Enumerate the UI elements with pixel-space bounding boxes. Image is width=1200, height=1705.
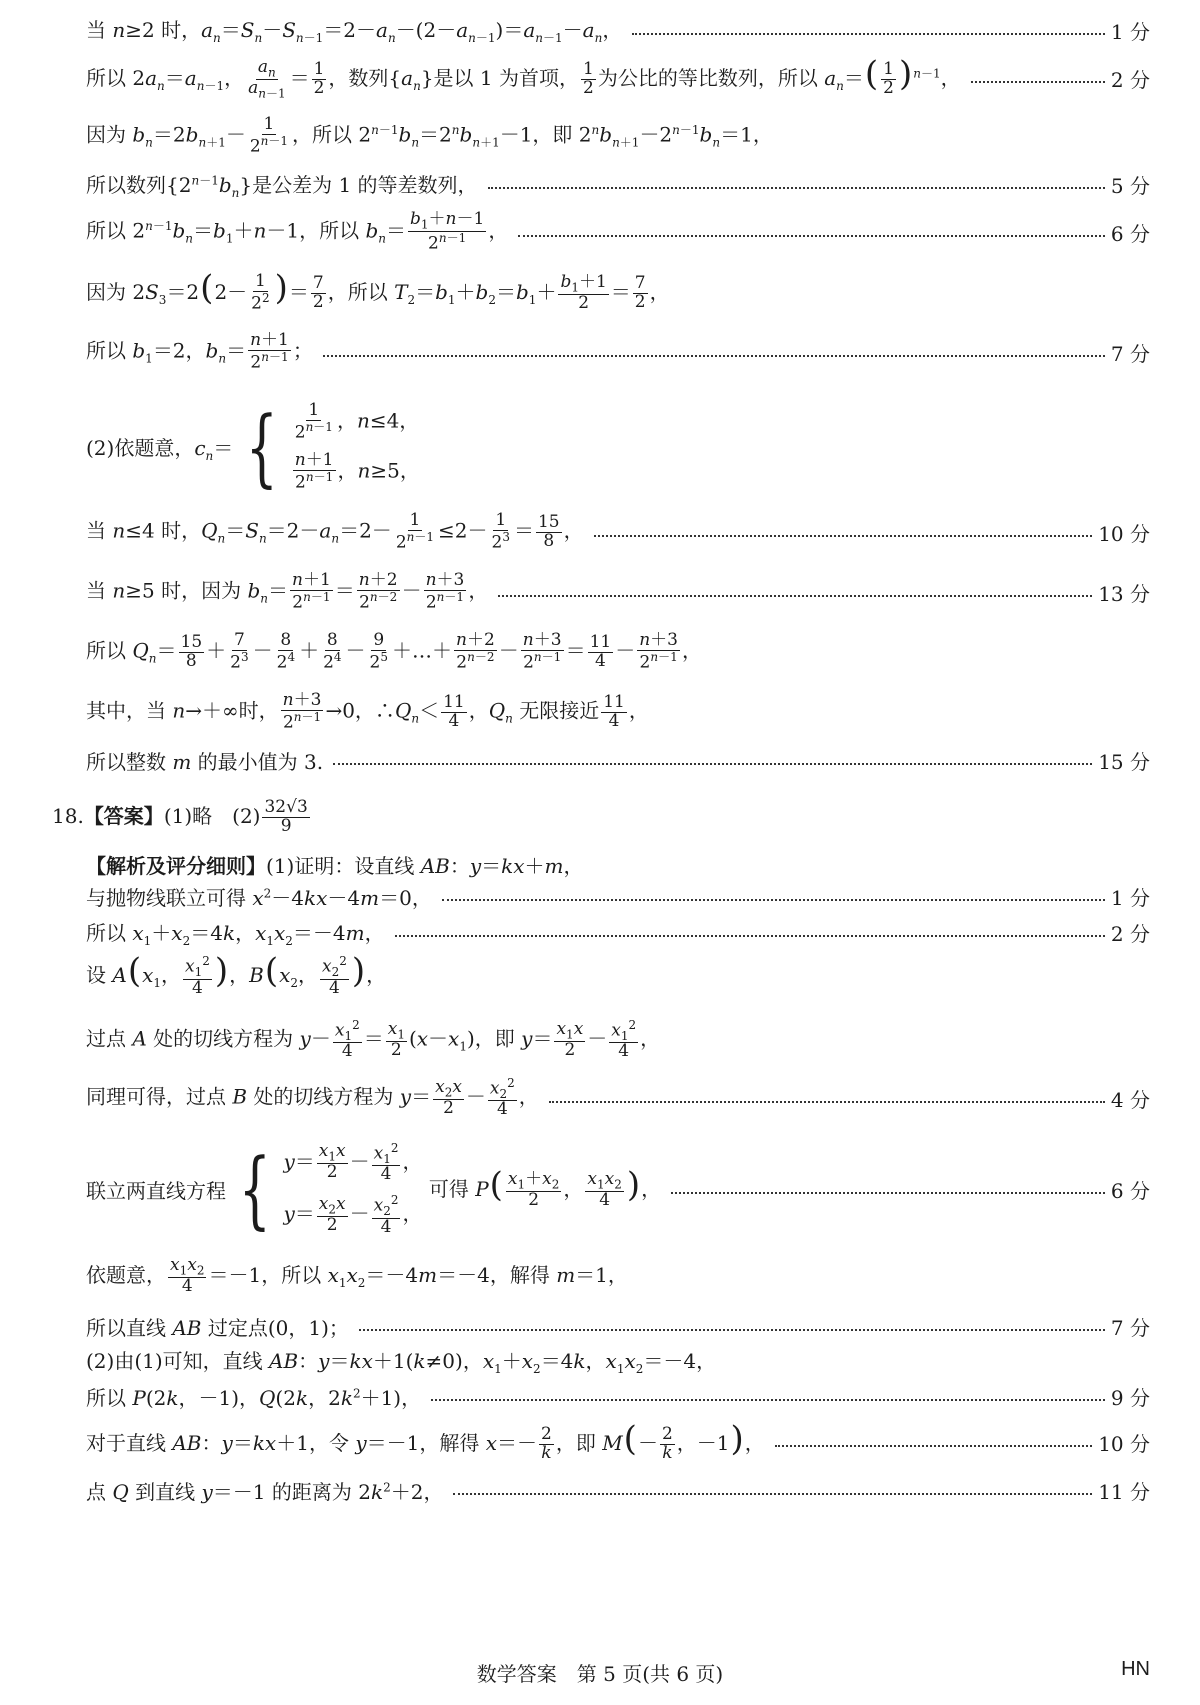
score: 10 分 <box>1098 521 1150 546</box>
line-text: 所以直线 AB 过定点(0，1)； <box>86 1315 349 1340</box>
cases-block <box>233 398 420 496</box>
line-text: 同理可得，过点 B 处的切线方程为 y＝ $\frac{x_2x}{2}$ － $\frac{x_2^2}{4}$ ， <box>86 1075 539 1120</box>
dot-leader <box>971 81 1105 83</box>
line-text: 设 $A(x_1$， $\frac{x_1^2}{4}$ )，$B(x_2$， $\frac{x_2^2}{4}$ )， <box>86 951 387 999</box>
line-9 <box>86 509 1150 553</box>
case-2: $\frac{n+1}{2^{n-1}}$ ，n≥5， <box>294 450 420 493</box>
dot-leader <box>632 33 1105 35</box>
footer-page-info: 数学答案 第 5 页(共 6 页) <box>476 1662 724 1686</box>
dot-leader <box>488 187 1105 189</box>
line-4 <box>86 164 1150 204</box>
q18-answer <box>52 792 1150 842</box>
line-text: 所以数列$\{2^{n-1}b_n\}$是公差为 1 的等差数列， <box>86 172 478 200</box>
line-1 <box>86 10 1150 50</box>
score: 2 分 <box>1110 67 1150 92</box>
tangent-case-1: y＝ $\frac{x_1x}{2}$ － $\frac{x_1^2}{4}$ ， <box>283 1140 423 1185</box>
score: 1 分 <box>1110 19 1150 44</box>
line-5 <box>86 208 1150 254</box>
line-2 <box>86 53 1150 100</box>
line-17 <box>86 912 1150 952</box>
line-text: 所以 $Q_n=$ $\frac{15}{8}$ ＋ $\frac{7}{2^3}$ － $\frac{8}{2^4}$ ＋ $\frac{8}{2^4}$ － $\frac{9}{2^5}$ ＋…＋ $\frac{n+2}{2^{n-2}}$ － $\frac{n+3}{2^{n-1}}$ ＝ $\frac{11}{4}$ － $\frac{n+3}{2^{n-1}}$ ， <box>86 629 702 673</box>
line-8 <box>86 392 1150 502</box>
score: 13 分 <box>1098 581 1150 606</box>
score: 7 分 <box>1110 1315 1150 1340</box>
dot-leader <box>333 763 1092 765</box>
line-text: 当 n≥5 时，因为 $b_n=$ $\frac{n+1}{2^{n-1}}$ ＝ $\frac{n+2}{2^{n-2}}$ － $\frac{n+3}{2^{n-1}}$ ， <box>86 569 489 613</box>
dot-leader <box>323 355 1105 357</box>
dot-leader <box>775 1445 1092 1447</box>
line-text: 当 n≤4 时，$Q_n=S_n=2-a_n=2-$ $\frac{1}{2^{n-1}}$ ≤2－ $\frac{1}{2^3}$ ＝ $\frac{15}{8}$ ， <box>86 509 584 553</box>
line-13 <box>86 740 1150 780</box>
line-26 <box>86 1418 1150 1463</box>
dot-leader <box>549 1101 1105 1103</box>
line-12 <box>86 689 1150 733</box>
dot-leader <box>453 1493 1092 1495</box>
line-7 <box>86 329 1150 373</box>
tangent-result: 可得 P( $\frac{x_1+x_2}{2}$ ， $\frac{x_1x_2}{4}$ )， <box>422 1165 662 1211</box>
line-text: 因为 $2S_3=2(2-$ $\frac{1}{2^2}$ )＝ $\frac{7}{2}$ ，所以 $T_2=b_1+b_2=b_1+$ $\frac{b_1+1}{2}$ ＝ $\frac{7}{2}$ ， <box>86 267 670 314</box>
score: 15 分 <box>1098 749 1150 774</box>
line-22 <box>86 1256 1150 1296</box>
line-text: 与抛物线联立可得 $x^2-4kx-4m=0$， <box>86 885 432 910</box>
line-text: 点 Q 到直线 y＝－1 的距离为 $2k^2+2$， <box>86 1479 444 1504</box>
line-text: 因为 $b_n=2b_{n+1}-$ $\frac{1}{2^{n-1}}$ ，所以 $2^{n-1}b_n=2^nb_{n+1}-1$，即 $2^nb_{n+1}-2^{n-1}b_n=1$， <box>86 113 773 157</box>
line-11 <box>86 629 1150 673</box>
score: 11 分 <box>1098 1479 1150 1504</box>
score: 6 分 <box>1110 1178 1150 1203</box>
score: 1 分 <box>1110 885 1150 910</box>
dot-leader <box>594 535 1093 537</box>
line-3 <box>86 113 1150 157</box>
line-6 <box>86 267 1150 314</box>
line-25 <box>86 1376 1150 1416</box>
page-footer <box>0 1652 1200 1688</box>
line-text: 所以 $2a_n=a_{n-1}$， $\frac{a_n}{a_{n-1}}$ ＝ $\frac{1}{2}$ ，数列$\{a_n\}$是以 1 为首项， $\frac{1}{2}$ 为公比的等比数列，所以 $a_n=$( $\frac{1}{2}$ )$^{n-1}$， <box>86 53 961 100</box>
line-20 <box>86 1075 1150 1120</box>
line-text: 所以 $x_1+x_2=4k$，$x_1x_2=-4m$， <box>86 920 385 948</box>
dot-leader <box>395 935 1105 937</box>
line-text: 对于直线 AB：y＝kx＋1，令 y＝－1，解得 x＝－ $\frac{2}{k}$ ，即 M(－ $\frac{2}{k}$ ，－1)， <box>86 1418 765 1463</box>
line-10 <box>86 569 1150 613</box>
score: 5 分 <box>1110 173 1150 198</box>
case-1: $\frac{1}{2^{n-1}}$ ，n≤4， <box>294 399 420 443</box>
line-text: (2)依题意，$c_n=$ <box>86 435 234 463</box>
line-text: (2)由(1)可知，直线 AB：y＝kx＋1(k≠0)，$x_1+x_2=4k$，$x_1x_2=-4$， <box>86 1348 717 1376</box>
dot-leader <box>671 1192 1105 1194</box>
line-text: 所以整数 m 的最小值为 3. <box>86 749 324 774</box>
line-text: 其中，当 n→＋∞时， $\frac{n+3}{2^{n-1}}$ →0，$\therefore Q_n<$ $\frac{11}{4}$ ，$Q_n$ 无限接近 $\frac{11}{4}$ ， <box>86 689 649 733</box>
line-16 <box>86 876 1150 916</box>
line-text: 联立两直线方程 <box>86 1178 226 1203</box>
score: 4 分 <box>1110 1087 1150 1112</box>
footer-region-code: HN <box>1121 1658 1150 1680</box>
tangent-case-2: y＝ $\frac{x_2x}{2}$ － $\frac{x_2^2}{4}$ ， <box>283 1193 423 1237</box>
line-21 <box>86 1134 1150 1244</box>
line-text: 所以 P(2k，－1)，Q(2k，$2k^2+1$)， <box>86 1385 422 1410</box>
score: 2 分 <box>1110 921 1150 946</box>
dot-leader <box>442 899 1105 901</box>
score: 10 分 <box>1098 1431 1150 1456</box>
dot-leader <box>431 1399 1105 1401</box>
line-27 <box>86 1470 1150 1510</box>
tangent-cases-block <box>226 1142 422 1237</box>
dot-leader <box>518 235 1105 237</box>
line-text: 18.【答案】(1)略 (2) $\frac{32√3}{9}$ <box>52 796 308 836</box>
score: 9 分 <box>1110 1385 1150 1410</box>
line-text: 所以 $b_1=2$，$b_n=$ $\frac{n+1}{2^{n-1}}$ ； <box>86 329 313 373</box>
left-brace: { <box>245 398 279 496</box>
line-19 <box>86 1017 1150 1062</box>
line-text: 所以 $2^{n-1}b_n=b_1+n-1$，所以 $b_n=$ $\frac{b_1+n-1}{2^{n-1}}$ ， <box>86 208 509 254</box>
score: 6 分 <box>1110 221 1150 246</box>
score: 7 分 <box>1110 341 1150 366</box>
line-text: 【解析及评分细则】(1)证明：设直线 AB：y＝kx＋m， <box>86 853 584 878</box>
line-text: 依题意， $\frac{x_1x_2}{4}$ ＝－1，所以 $x_1x_2=-4m=-4$，解得 m＝1， <box>86 1254 628 1296</box>
line-24 <box>86 1340 1150 1380</box>
line-text: 当 n≥2 时，$a_n=S_n-S_{n-1}=2-a_n-(2-a_{n-1})=a_{n-1}-a_n$， <box>86 18 623 45</box>
line-text: 过点 A 处的切线方程为 y－ $\frac{x_1^2}{4}$ ＝ $\frac{x_1}{2}$ $(x-x_1)$，即 y＝ $\frac{x_1x}{2}$ － $\frac{x_1^2}{4}$ ， <box>86 1017 661 1062</box>
line-18 <box>86 951 1150 999</box>
left-brace: { <box>238 1140 271 1238</box>
dot-leader <box>359 1329 1105 1331</box>
dot-leader <box>498 595 1092 597</box>
